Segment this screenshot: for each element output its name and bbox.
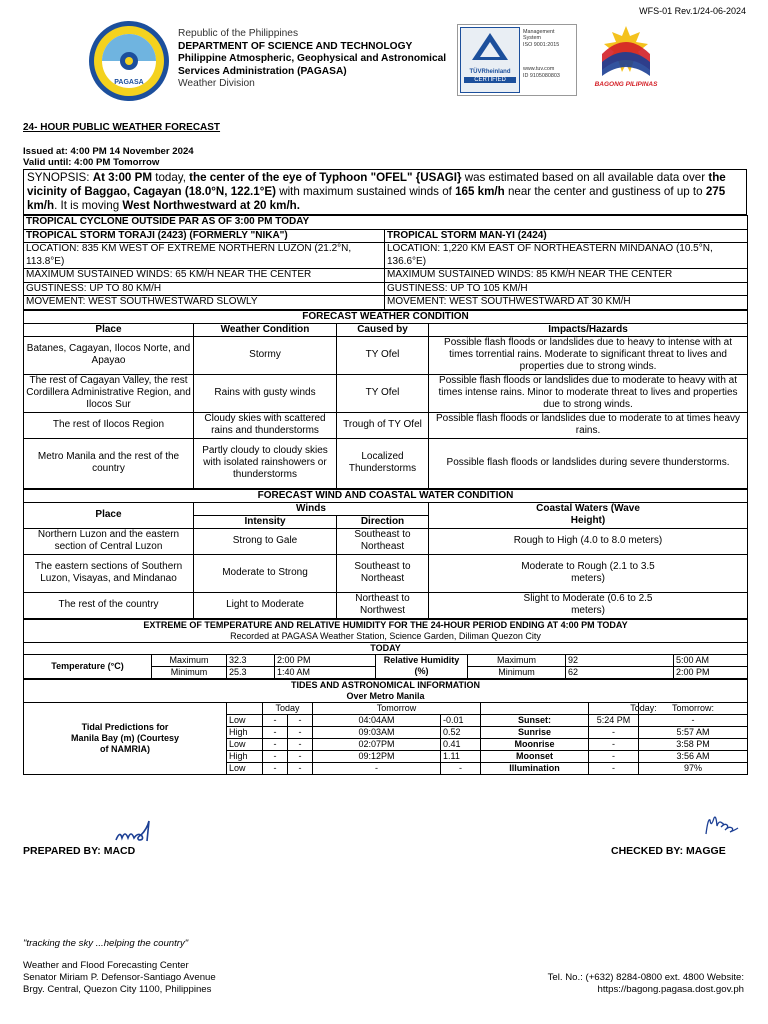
- tidal-predictions-label: Tidal Predictions for Manila Bay (m) (Courtesy of NAMRIA): [24, 702, 227, 774]
- tide-row: Low - - - - Illumination - 97%: [24, 762, 748, 774]
- division-line: Weather Division: [178, 78, 255, 89]
- seal-text: PAGASA: [114, 79, 144, 86]
- tc-left-movement: MOVEMENT: WEST SOUTHWESTWARD SLOWLY: [24, 296, 385, 310]
- temp-max-label: Maximum: [152, 654, 227, 666]
- tide-row: High - - 09:03AM 0.52 Sunrise - 5:57 AM: [24, 726, 748, 738]
- wind-row: The rest of the country Light to Moderate Northeast to Northwest Slight to Moderate (0.6 to 2.5 meters): [24, 592, 748, 618]
- forecast-row: Metro Manila and the rest of the country Partly cloudy to cloudy skies with isolated rainshowers or thunderstorms Localized Thunderstorms Possible flash floods or landslides during severe thunderstorms.: [24, 438, 748, 488]
- tides-today-header: Today: [263, 702, 313, 714]
- rh-max-value: 92: [566, 654, 674, 666]
- prepared-by: PREPARED BY: MACD: [23, 845, 136, 857]
- tuv-certification-badge: [457, 24, 577, 96]
- rh-label: Relative Humidity (%): [376, 654, 468, 678]
- wind-row: Northern Luzon and the eastern section of Central Luzon Strong to Gale Southeast to Northeast Rough to High (4.0 to 8.0 meters): [24, 528, 748, 554]
- rh-max-label: Maximum: [468, 654, 566, 666]
- tuv-triangle-icon: [461, 28, 519, 64]
- checked-signature: [700, 812, 750, 842]
- page-title: 24- HOUR PUBLIC WEATHER FORECAST: [23, 122, 221, 133]
- astro-today-header: Today:: [589, 702, 639, 714]
- issue-info: [23, 146, 194, 168]
- rh-min-time: 2:00 PM: [674, 666, 748, 678]
- tuv-logo: [460, 27, 520, 93]
- forecast-document-body: [23, 169, 747, 775]
- astro-tomorrow-header: Tomorrow:: [639, 702, 748, 714]
- dost-line: DEPARTMENT OF SCIENCE AND TECHNOLOGY: [178, 40, 413, 52]
- tide-row: High - - 09:12PM 1.11 Moonset - 3:56 AM: [24, 750, 748, 762]
- temperature-humidity-table: [23, 619, 748, 679]
- tc-outside-header: TROPICAL CYCLONE OUTSIDE PAR AS OF 3:00 PM TODAY: [24, 216, 748, 230]
- tuv-certified: CERTIFIED: [464, 77, 516, 83]
- wind-col-place: Place: [24, 502, 194, 528]
- temp-max-value: 32.3: [227, 654, 275, 666]
- temp-min-value: 25.3: [227, 666, 275, 678]
- checked-by: CHECKED BY: MAGGE: [611, 845, 726, 857]
- tc-left-name: TROPICAL STORM TORAJI (2423) (FORMERLY "NIKA"): [24, 229, 385, 243]
- tc-right-movement: MOVEMENT: WEST SOUTHWESTWARD AT 30 KM/H: [385, 296, 748, 310]
- tides-tomorrow-header: Tomorrow: [313, 702, 481, 714]
- pagasa-line-2: Services Administration (PAGASA): [178, 65, 347, 77]
- rh-min-value: 62: [566, 666, 674, 678]
- document-id: WFS-01 Rev.1/24-06-2024: [639, 6, 746, 16]
- forecast-row: The rest of Ilocos Region Cloudy skies with scattered rains and thunderstorms Trough of TY Ofel Possible flash floods or landslides due to moderate to at times heavy rains.: [24, 412, 748, 438]
- wind-col-intensity: Intensity: [194, 515, 337, 528]
- temp-min-time: 1:40 AM: [275, 666, 376, 678]
- synopsis-table: [23, 169, 747, 215]
- tc-left-gust: GUSTINESS: UP TO 80 KM/H: [24, 282, 385, 296]
- col-condition: Weather Condition: [194, 323, 337, 336]
- footer-phone: Tel. No.: (+632) 8284-0800 ext. 4800 Website:: [547, 972, 744, 983]
- bagong-pilipinas-logo: [590, 20, 662, 88]
- footer-address: Weather and Flood Forecasting Center Senator Miriam P. Defensor-Santiago Avenue Brgy. Central, Quezon City 1100, Philippines: [23, 960, 216, 995]
- tides-table: [23, 679, 748, 775]
- rh-min-label: Minimum: [468, 666, 566, 678]
- col-impact: Impacts/Hazards: [429, 323, 748, 336]
- valid-until: Valid until: 4:00 PM Tomorrow: [23, 157, 160, 168]
- temp-min-label: Minimum: [152, 666, 227, 678]
- pagasa-line-1: Philippine Atmospheric, Geophysical and Astronomical: [178, 53, 447, 64]
- svg-text:Magge: Magge: [700, 812, 704, 813]
- tc-outside-par-table: [23, 215, 748, 310]
- pagasa-seal-logo: [88, 20, 170, 102]
- wind-header: FORECAST WIND AND COASTAL WATER CONDITION: [24, 489, 748, 502]
- tc-right-name: TROPICAL STORM MAN-YI (2424): [385, 229, 748, 243]
- temperature-label: Temperature (°C): [24, 654, 152, 678]
- footer-website-link[interactable]: https://bagong.pagasa.dost.gov.ph: [597, 984, 744, 995]
- tide-row: Low - - 02:07PM 0.41 Moonrise - 3:58 PM: [24, 738, 748, 750]
- tides-subheader: Over Metro Manila: [24, 691, 748, 703]
- tc-left-winds: MAXIMUM SUSTAINED WINDS: 65 KM/H NEAR THE CENTER: [24, 269, 385, 283]
- temp-recorded: Recorded at PAGASA Weather Station, Science Garden, Diliman Quezon City: [24, 631, 748, 643]
- wind-coastal-table: [23, 489, 748, 619]
- cert-details: Management System ISO 9001:2015 www.tuv.com ID 9105080803: [523, 29, 560, 79]
- forecast-header: FORECAST WEATHER CONDITION: [24, 310, 748, 323]
- forecast-weather-table: [23, 310, 748, 489]
- col-cause: Caused by: [337, 323, 429, 336]
- agency-header: [178, 28, 446, 91]
- wind-col-winds: Winds: [194, 502, 429, 515]
- tuv-brand: TÜVRheinland: [469, 69, 511, 75]
- tide-row: Low - - 04:04AM -0.01 Sunset: 5:24 PM -: [24, 714, 748, 726]
- wind-col-direction: Direction: [337, 515, 429, 528]
- tagline: "tracking the sky ...helping the country": [23, 938, 189, 949]
- issued-at: Issued at: 4:00 PM 14 November 2024: [23, 146, 194, 157]
- tc-left-location: LOCATION: 835 KM WEST OF EXTREME NORTHERN LUZON (21.2°N, 113.8°E): [24, 243, 385, 269]
- wind-col-coastal: Coastal Waters (Wave Height): [429, 502, 748, 528]
- tc-right-gust: GUSTINESS: UP TO 105 KM/H: [385, 282, 748, 296]
- tc-right-winds: MAXIMUM SUSTAINED WINDS: 85 KM/H NEAR THE CENTER: [385, 269, 748, 283]
- synopsis-text: SYNOPSIS: At 3:00 PM today, the center of the eye of Typhoon "OFEL" {USAGI} was estimated based on all available data over the vicinity of Baggao, Cagayan (18.0°N, 122.1°E) with maximum sustained winds of 165 km/h near the center and gustiness of up to 275 km/h. It is moving West Northwestward at 20 km/h.: [24, 170, 747, 215]
- temp-max-time: 2:00 PM: [275, 654, 376, 666]
- bagong-pilipinas-text: BAGONG PILIPINAS: [594, 81, 658, 88]
- temp-header: EXTREME OF TEMPERATURE AND RELATIVE HUMIDITY FOR THE 24-HOUR PERIOD ENDING AT 4:00 PM TODAY: [24, 619, 748, 631]
- footer-contact: [548, 972, 744, 996]
- forecast-row: The rest of Cagayan Valley, the rest Cordillera Administrative Region, and Ilocos Sur Rains with gusty winds TY Ofel Possible flash floods or landslides due to moderate to heavy with at times intense rains. Minor to moderate threat to lives and properties due to strong winds.: [24, 374, 748, 412]
- col-place: Place: [24, 323, 194, 336]
- svg-text:mcd: mcd: [112, 822, 114, 823]
- temp-today: TODAY: [24, 642, 748, 654]
- rh-max-time: 5:00 AM: [674, 654, 748, 666]
- tides-header: TIDES AND ASTRONOMICAL INFORMATION: [24, 679, 748, 691]
- forecast-row: Batanes, Cagayan, Ilocos Norte, and Apayao Stormy TY Ofel Possible flash floods or landslides due to heavy to intense with at times torrential rains. Moderate to significant threat to lives and properties due to strong winds.: [24, 336, 748, 374]
- wind-row: The eastern sections of Southern Luzon, Visayas, and Mindanao Moderate to Strong Southeast to Northeast Moderate to Rough (2.1 to 3.5 meters): [24, 554, 748, 592]
- tc-right-location: LOCATION: 1,220 KM EAST OF NORTHEASTERN MINDANAO (10.5°N, 136.6°E): [385, 243, 748, 269]
- republic-line: Republic of the Philippines: [178, 28, 299, 39]
